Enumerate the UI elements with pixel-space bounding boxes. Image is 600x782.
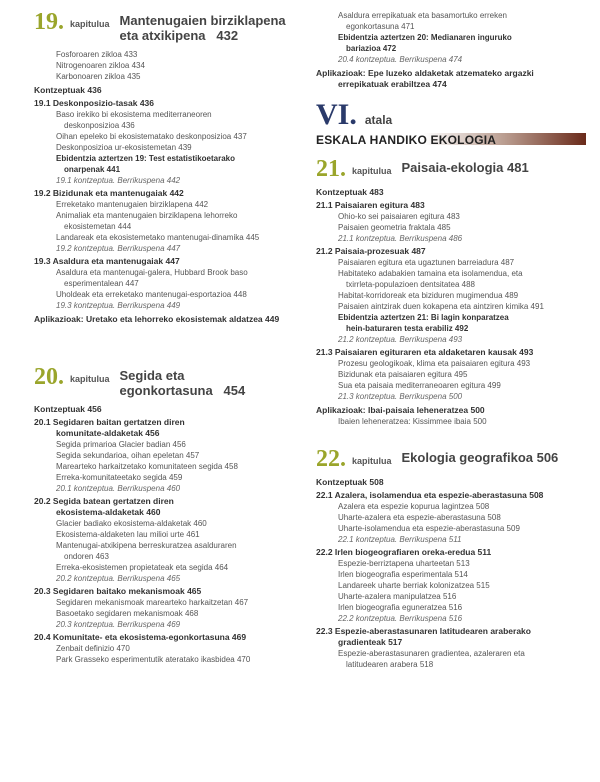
toc-entry[interactable]: Mantenugai-atxikipena berreskuratzea asalduraren bbox=[56, 541, 237, 550]
chapter-number: 19. bbox=[34, 9, 64, 35]
toc-entry[interactable]: esperimentalean 447 bbox=[64, 279, 139, 288]
toc-entry[interactable]: Glacier badiako ekosistema-aldaketak 460 bbox=[56, 519, 207, 528]
part-6-header bbox=[316, 100, 586, 147]
chapter-21-header bbox=[316, 157, 586, 181]
toc-entry[interactable]: Habitat-korridoreak eta biziduren mugimendua 489 bbox=[338, 291, 519, 300]
chapter-title: Segida eta egonkortasuna 454 bbox=[119, 368, 246, 398]
chapter-number: 22. bbox=[316, 446, 346, 472]
section-heading[interactable]: 20.2 Segida batean gertatzen diren bbox=[34, 496, 174, 506]
toc-entry[interactable]: Prozesu geologikoak, klima eta paisaiaren egitura 493 bbox=[338, 359, 531, 368]
section-heading[interactable]: 19.2 Bizidunak eta mantenugaiak 442 bbox=[34, 188, 184, 198]
toc-entry[interactable]: Landareak eta ekosistemetako mantenugai-dinamika 445 bbox=[56, 233, 260, 242]
toc-entry[interactable]: latitudearen arabera 518 bbox=[346, 660, 434, 669]
section-heading-cont[interactable]: ekosistema-aldaketak 460 bbox=[56, 507, 161, 517]
part-word: atala bbox=[364, 113, 393, 127]
toc-entry[interactable]: Azalera eta espezie kopurua lagintzea 508 bbox=[338, 502, 490, 511]
toc-entry[interactable]: Paisaien geometria fraktala 485 bbox=[338, 223, 451, 232]
section-heading[interactable]: 20.3 Segidaren baitako mekanismoak 465 bbox=[34, 586, 202, 596]
chapter-19-header bbox=[34, 10, 296, 43]
applications-entry[interactable]: Aplikazioak: Ibai-paisaia leheneratzea 500 bbox=[316, 405, 485, 415]
toc-entry[interactable]: Espezie-berriztapena uharteetan 513 bbox=[338, 559, 470, 568]
concept-review[interactable]: 20.4 kontzeptua. Berrikuspena 474 bbox=[338, 55, 463, 64]
toc-entry[interactable]: Landareek uharte berriak kolonizatzea 515 bbox=[338, 581, 490, 590]
applications-entry[interactable]: Aplikazioak: Epe luzeko aldaketak atzemateko argazki bbox=[316, 68, 534, 78]
toc-entry[interactable]: Erreka-komunitateetako segida 459 bbox=[56, 473, 183, 482]
toc-entry[interactable]: txirrleta-populazioen dentsitatea 488 bbox=[346, 280, 475, 289]
toc-entry[interactable]: Paisaiaren egitura eta ugaztunen barreiadura 487 bbox=[338, 258, 515, 267]
toc-entry[interactable]: Irlen biogeografia esperimentala 514 bbox=[338, 570, 468, 579]
kontzeptuak-heading[interactable]: Kontzeptuak 508 bbox=[316, 477, 384, 487]
toc-entry[interactable]: Park Grasseko esperimentutik ateratako ikasbidea 470 bbox=[56, 655, 251, 664]
kontzeptuak-heading[interactable]: Kontzeptuak 456 bbox=[34, 404, 102, 414]
toc-entry[interactable]: Uholdeak eta erreketako mantenugai-esportazioa 448 bbox=[56, 290, 247, 299]
chapter-title: Ekologia geografikoa 506 bbox=[401, 450, 559, 465]
section-heading[interactable]: 21.2 Paisaia-prozesuak 487 bbox=[316, 246, 426, 256]
concept-review[interactable]: 19.1 kontzeptua. Berrikuspena 442 bbox=[56, 176, 181, 185]
concept-review[interactable]: 21.3 kontzeptua. Berrikuspena 500 bbox=[338, 392, 463, 401]
toc-entry[interactable]: Ekosistema-aldaketen lau milioi urte 461 bbox=[56, 530, 200, 539]
concept-review[interactable]: 20.2 kontzeptua. Berrikuspena 465 bbox=[56, 574, 181, 583]
toc-entry[interactable]: Espezie-aberastasunaren gradienteа, azaleraren eta bbox=[338, 649, 525, 658]
toc-entry[interactable]: Ohio-ko sei paisaiaren egitura 483 bbox=[338, 212, 460, 221]
section-heading[interactable]: 21.3 Paisaiaren egituraren eta aldaketaren kausak 493 bbox=[316, 347, 534, 357]
section-heading[interactable]: 20.1 Segidaren baitan gertatzen diren bbox=[34, 417, 185, 427]
toc-entry[interactable]: Nitrogenoaren zikloa 434 bbox=[56, 61, 145, 70]
toc-entry[interactable]: ekosistemetan 444 bbox=[64, 222, 132, 231]
evidence-entry-cont[interactable]: onarpenak 441 bbox=[64, 165, 121, 174]
concept-review[interactable]: 22.2 kontzeptua. Berrikuspena 516 bbox=[338, 614, 463, 623]
section-heading[interactable]: 21.1 Paisaiaren egitura 483 bbox=[316, 200, 425, 210]
toc-entry[interactable]: Ibaien leheneratzea: Kissimmee ibaia 500 bbox=[338, 417, 487, 426]
section-heading[interactable]: 22.2 Irlen biogeografiaren oreka-eredua 511 bbox=[316, 547, 492, 557]
concept-review[interactable]: 22.1 kontzeptua. Berrikuspena 511 bbox=[338, 535, 462, 544]
chapter-word: kapitulua bbox=[352, 456, 392, 466]
section-heading[interactable]: 22.3 Espezie-aberastasunaren latitudearen araberako bbox=[316, 626, 531, 636]
chapter-title: Mantenugaien birziklapena eta atxikipena 432 bbox=[119, 13, 286, 43]
left-column bbox=[34, 10, 296, 665]
toc-entry[interactable]: Animaliak eta mantenugaien birziklapena lehorreko bbox=[56, 211, 238, 220]
toc-entry[interactable]: Uharte-azalera eta espezie-aberastasuna 508 bbox=[338, 513, 501, 522]
toc-entry[interactable]: Deskonposizioa ur-ekosistemetan 439 bbox=[56, 143, 192, 152]
toc-entry[interactable]: Karbonoaren zikloa 435 bbox=[56, 72, 141, 81]
concept-review[interactable]: 19.3 kontzeptua. Berrikuspena 449 bbox=[56, 301, 181, 310]
spacer bbox=[34, 325, 296, 365]
toc-entry[interactable]: deskonposizioa 436 bbox=[64, 121, 135, 130]
chapter-word: kapitulua bbox=[70, 19, 110, 29]
chapter-word: kapitulua bbox=[352, 166, 392, 176]
toc-entry[interactable]: Sua eta paisaia mediterraneoaren egitura 499 bbox=[338, 381, 501, 390]
toc-entry[interactable]: Fosforoaren zikloa 433 bbox=[56, 50, 138, 59]
spacer bbox=[316, 147, 586, 157]
right-column bbox=[316, 10, 586, 670]
section-heading[interactable]: 22.1 Azalera, isolamendua eta espezie-aberastasuna 508 bbox=[316, 490, 544, 500]
spacer bbox=[316, 427, 586, 447]
toc-entry[interactable]: Uharte-isolamendua eta espezie-aberastasuna 509 bbox=[338, 524, 520, 533]
evidence-entry-cont[interactable]: hein-baturaren testa erabiliz 492 bbox=[346, 324, 469, 333]
chapter-number: 21. bbox=[316, 156, 346, 182]
part-title-bar bbox=[316, 131, 586, 147]
toc-entry[interactable]: Baso irekiko bi ekosistema mediterraneoren bbox=[56, 110, 212, 119]
kontzeptuak-heading[interactable]: Kontzeptuak 483 bbox=[316, 187, 384, 197]
toc-entry[interactable]: Habitateko adabakien tamaina eta isolamendua, eta bbox=[338, 269, 523, 278]
concept-review[interactable]: 21.1 kontzeptua. Berrikuspena 486 bbox=[338, 234, 463, 243]
evidence-entry[interactable]: Ebidentzia aztertzen 19: Test estatistikoetarako bbox=[56, 154, 236, 163]
toc-entry[interactable]: Marearteko harkaitzetako komunitateen segida 458 bbox=[56, 462, 238, 471]
section-heading[interactable]: 20.4 Komunitate- eta ekosistema-egonkortasuna 469 bbox=[34, 632, 247, 642]
toc-entry[interactable]: Irlen biogeografia eguneratzea 516 bbox=[338, 603, 463, 612]
concept-review[interactable]: 19.2 kontzeptua. Berrikuspena 447 bbox=[56, 244, 181, 253]
applications-entry-cont[interactable]: errepikatuak erabiltzea 474 bbox=[338, 79, 447, 89]
part-number: VI. bbox=[316, 98, 357, 131]
concept-review[interactable]: 21.2 kontzeptua. Berrikuspena 493 bbox=[338, 335, 463, 344]
toc-entry[interactable]: Asaldura errepikatuak eta basamortuko erreken bbox=[338, 11, 507, 20]
toc-entry[interactable]: Bizidunak eta paisaiaren egitura 495 bbox=[338, 370, 468, 379]
toc-entry[interactable]: Segidaren mekanismoak marearteko harkaitzetan 467 bbox=[56, 598, 249, 607]
kontzeptuak-heading[interactable]: Kontzeptuak 436 bbox=[34, 85, 102, 95]
part-title: ESKALA HANDIKO EKOLOGIA bbox=[316, 133, 497, 147]
applications-entry[interactable]: Aplikazioak: Uretako eta lehorreko ekosistemak aldatzea 449 bbox=[34, 314, 280, 324]
chapter-title: Paisaia-ekologia 481 bbox=[401, 160, 529, 175]
chapter-20-header bbox=[34, 365, 296, 398]
toc-entry[interactable]: Erreka-ekosistemen propietateak eta segida 464 bbox=[56, 563, 229, 572]
toc-entry[interactable]: Basoetako segidaren mekanismoak 468 bbox=[56, 609, 199, 618]
toc-entry[interactable]: Uharte-azalera manipulatzea 516 bbox=[338, 592, 457, 601]
evidence-entry-cont[interactable]: bariazioa 472 bbox=[346, 44, 397, 53]
toc-entry[interactable]: Segida sekundarioa, oihan epeletan 457 bbox=[56, 451, 200, 460]
toc-entry[interactable]: Oihan epeleko bi ekosistematako deskonposizioa 437 bbox=[56, 132, 247, 141]
toc-entry[interactable]: egonkortasuna 471 bbox=[346, 22, 415, 31]
chapter-number: 20. bbox=[34, 364, 64, 390]
evidence-entry[interactable]: Ebidentzia aztertzen 21: Bi lagin konparatzea bbox=[338, 313, 509, 322]
toc-entry[interactable]: Segida primarioa Glacier badian 456 bbox=[56, 440, 186, 449]
toc-entry[interactable]: Paisaien aintzirak duen kokapena eta aintziren kimika 491 bbox=[338, 302, 544, 311]
section-heading-cont[interactable]: komunitate-aldaketak 456 bbox=[56, 428, 160, 438]
concept-review[interactable]: 20.1 kontzeptua. Berrikuspena 460 bbox=[56, 484, 181, 493]
toc-entry[interactable]: Zenbait definizio 470 bbox=[56, 644, 130, 653]
toc-entry[interactable]: Erreketako mantenugaien birziklapena 442 bbox=[56, 200, 209, 209]
section-heading[interactable]: 19.1 Deskonposizio-tasak 436 bbox=[34, 98, 155, 108]
section-heading-cont[interactable]: gradienteak 517 bbox=[338, 637, 403, 647]
evidence-entry[interactable]: Ebidentzia aztertzen 20: Medianaren inguruko bbox=[338, 33, 512, 42]
section-heading[interactable]: 19.3 Asaldura eta mantenugaiak 447 bbox=[34, 256, 180, 266]
chapter-word: kapitulua bbox=[70, 374, 110, 384]
toc-entry[interactable]: ondoren 463 bbox=[64, 552, 109, 561]
toc-entry[interactable]: Asaldura eta mantenugai-galera, Hubbard Brook baso bbox=[56, 268, 248, 277]
chapter-22-header bbox=[316, 447, 586, 471]
concept-review[interactable]: 20.3 kontzeptua. Berrikuspena 469 bbox=[56, 620, 181, 629]
